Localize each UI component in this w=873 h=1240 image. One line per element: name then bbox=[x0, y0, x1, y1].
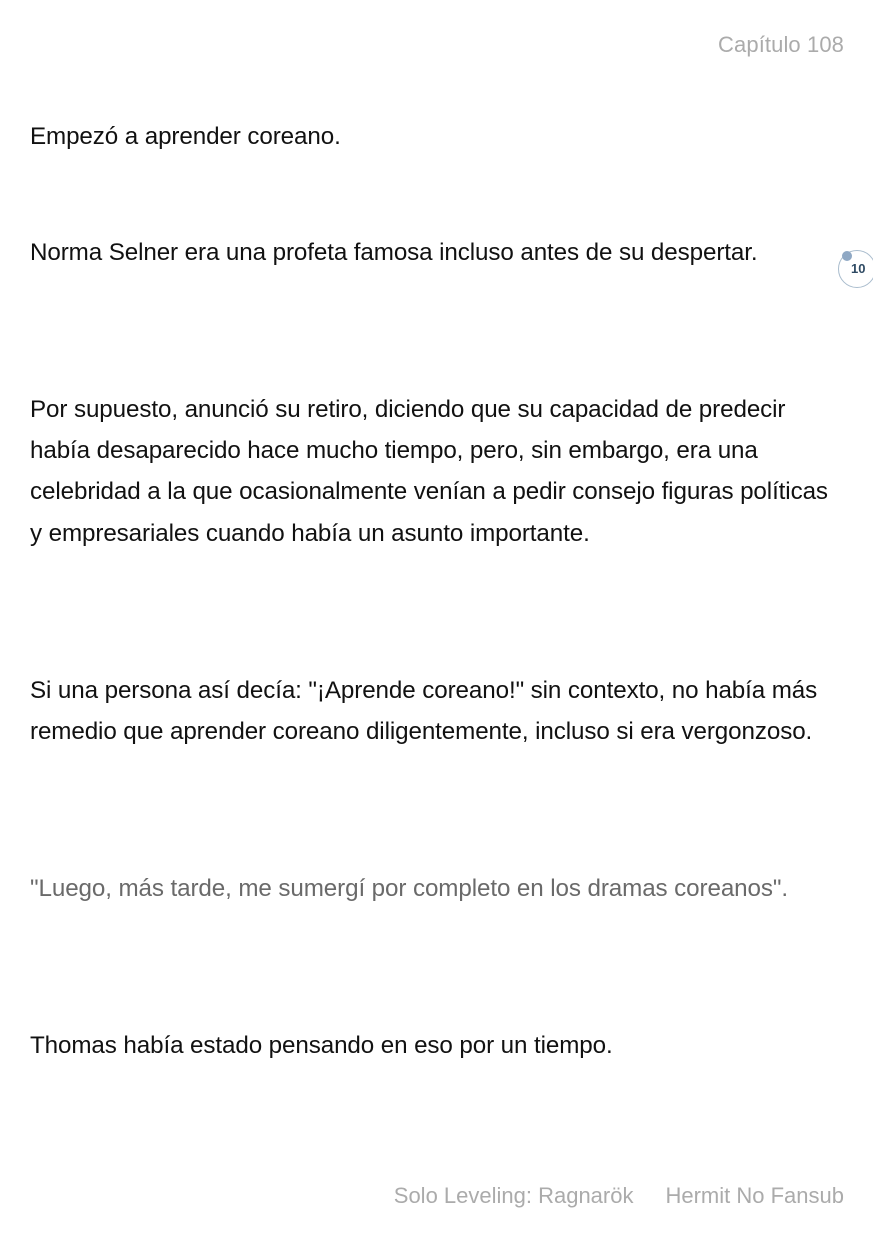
paragraph: Thomas había estado pensando en eso por un tiempo. bbox=[30, 1032, 613, 1059]
chapter-number: Capítulo 108 bbox=[718, 32, 844, 57]
paragraph: Empezó a aprender coreano. bbox=[30, 123, 341, 150]
novel-title: Solo Leveling: Ragnarök bbox=[393, 1183, 634, 1208]
paragraph: Norma Selner era una profeta famosa incluso antes de su despertar. bbox=[30, 239, 758, 266]
translator-credit: Hermit No Fansub bbox=[665, 1183, 844, 1208]
comment-indicator-dot-icon bbox=[842, 251, 852, 261]
page-footer bbox=[394, 1182, 844, 1210]
comment-count: 10 bbox=[851, 261, 866, 276]
paragraph-comment-badge[interactable] bbox=[838, 250, 873, 288]
paragraph: Por supuesto, anunció su retiro, diciendo que su capacidad de predecir había desaparecido hace mucho tiempo, pero, sin embargo, era una celebridad a la que ocasionalmente venían a pedir consejo figuras políticas y empresariales cuando había un asunto importante. bbox=[30, 396, 828, 547]
paragraph: Si una persona así decía: "¡Aprende coreano!" sin contexto, no había más remedio que aprender coreano diligentemente, incluso si era vergonzoso. bbox=[30, 677, 818, 746]
paragraph-quote: "Luego, más tarde, me sumergí por completo en los dramas coreanos". bbox=[30, 875, 788, 902]
